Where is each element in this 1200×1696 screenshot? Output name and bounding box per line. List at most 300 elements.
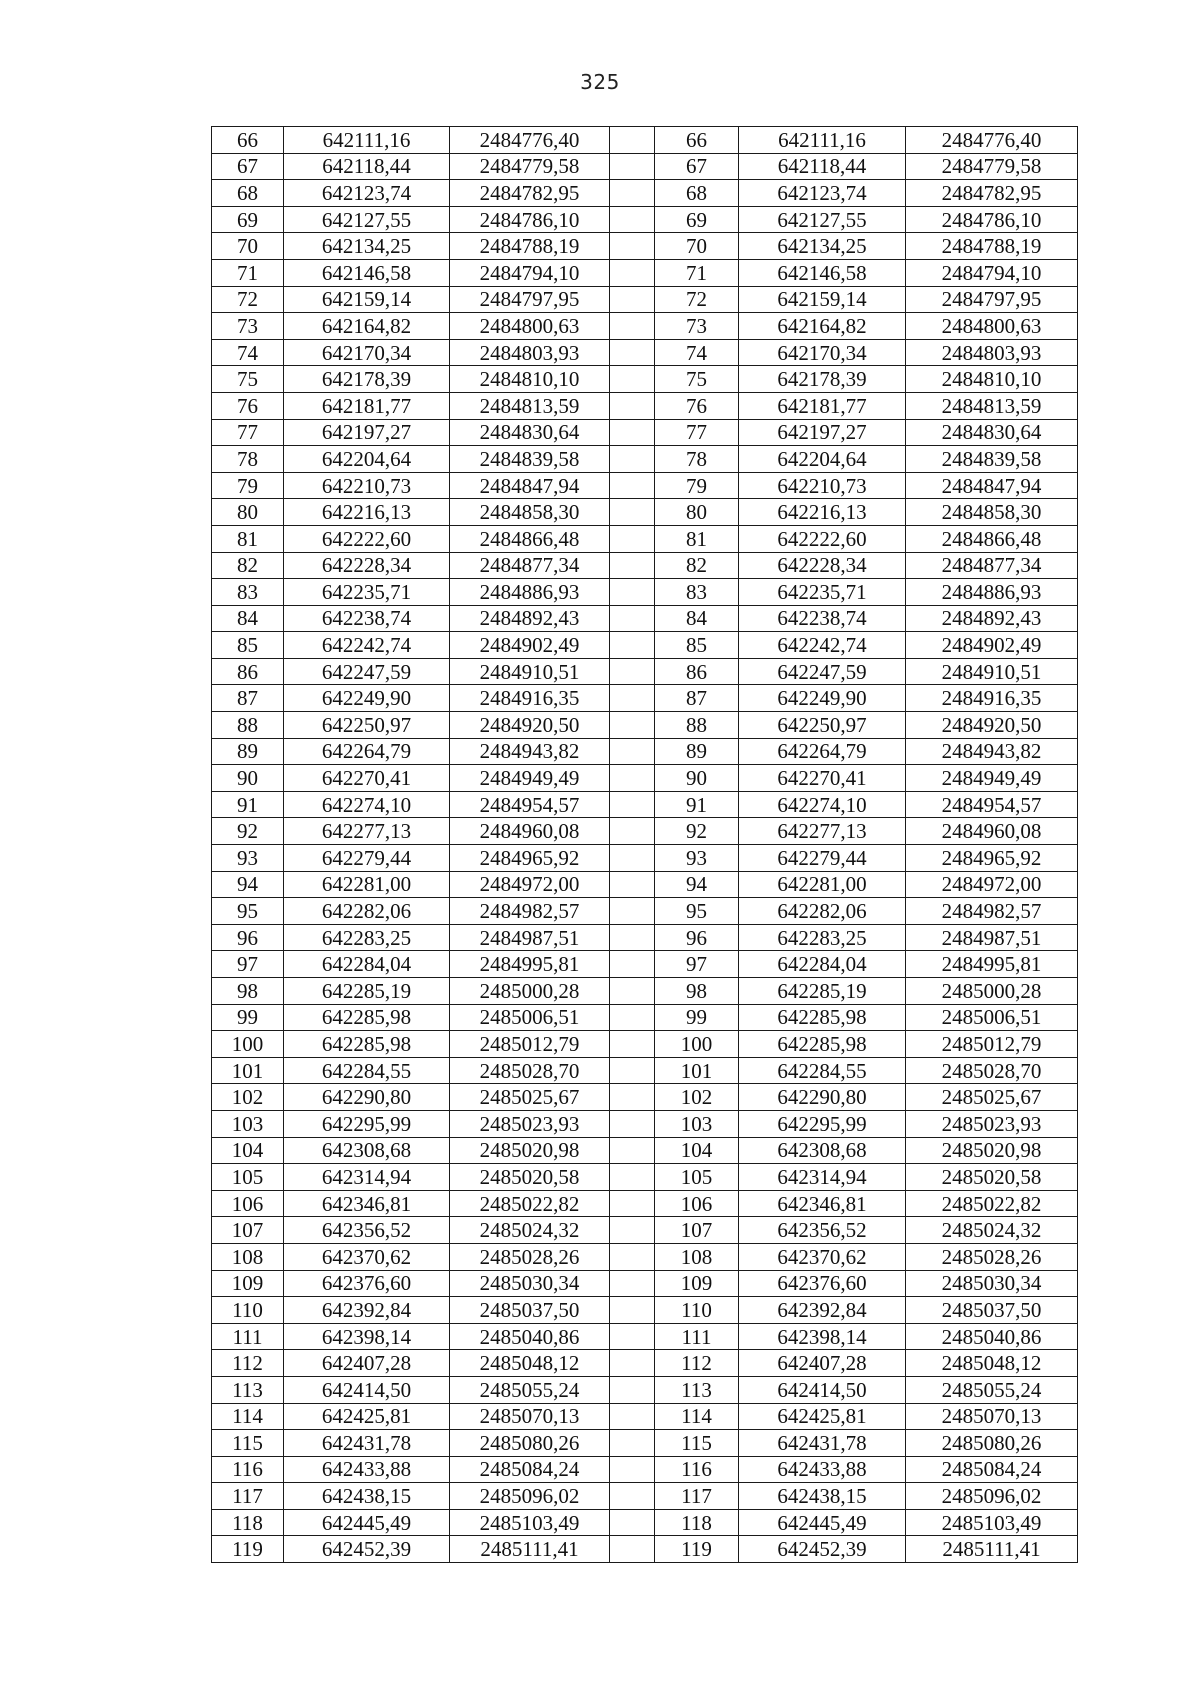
- y-coordinate-cell: 2484954,57: [450, 791, 610, 818]
- table-row: [212, 446, 1078, 473]
- x-coordinate-cell: 642235,71: [284, 579, 450, 606]
- point-number-cell: 100: [655, 1031, 739, 1058]
- y-coordinate-cell: 2484810,10: [906, 366, 1078, 393]
- x-coordinate-cell: 642346,81: [739, 1190, 906, 1217]
- y-coordinate-cell: 2484847,94: [906, 472, 1078, 499]
- y-coordinate-cell: 2485070,13: [450, 1403, 610, 1430]
- table-row: [212, 1403, 1078, 1430]
- point-number-cell: 119: [212, 1536, 284, 1563]
- gap-cell: [610, 552, 655, 579]
- point-number-cell: 89: [655, 738, 739, 765]
- x-coordinate-cell: 642204,64: [284, 446, 450, 473]
- gap-cell: [610, 685, 655, 712]
- y-coordinate-cell: 2485055,24: [450, 1376, 610, 1403]
- point-number-cell: 116: [655, 1456, 739, 1483]
- point-number-cell: 79: [655, 472, 739, 499]
- point-number-cell: 87: [655, 685, 739, 712]
- table-row: [212, 127, 1078, 154]
- y-coordinate-cell: 2484916,35: [450, 685, 610, 712]
- x-coordinate-cell: 642123,74: [284, 180, 450, 207]
- x-coordinate-cell: 642216,13: [739, 499, 906, 526]
- y-coordinate-cell: 2485055,24: [906, 1376, 1078, 1403]
- point-number-cell: 105: [655, 1164, 739, 1191]
- point-number-cell: 114: [212, 1403, 284, 1430]
- y-coordinate-cell: 2484794,10: [906, 259, 1078, 286]
- x-coordinate-cell: 642285,19: [739, 978, 906, 1005]
- gap-cell: [610, 1483, 655, 1510]
- point-number-cell: 81: [212, 525, 284, 552]
- table-row: [212, 1323, 1078, 1350]
- table-row: [212, 313, 1078, 340]
- table-row: [212, 1509, 1078, 1536]
- y-coordinate-cell: 2484877,34: [450, 552, 610, 579]
- point-number-cell: 73: [212, 313, 284, 340]
- x-coordinate-cell: 642159,14: [739, 286, 906, 313]
- point-number-cell: 118: [212, 1509, 284, 1536]
- gap-cell: [610, 924, 655, 951]
- x-coordinate-cell: 642238,74: [284, 605, 450, 632]
- y-coordinate-cell: 2484902,49: [450, 632, 610, 659]
- x-coordinate-cell: 642370,62: [739, 1243, 906, 1270]
- y-coordinate-cell: 2485024,32: [450, 1217, 610, 1244]
- point-number-cell: 97: [212, 951, 284, 978]
- point-number-cell: 93: [655, 845, 739, 872]
- point-number-cell: 95: [655, 898, 739, 925]
- y-coordinate-cell: 2485023,93: [450, 1110, 610, 1137]
- point-number-cell: 94: [212, 871, 284, 898]
- x-coordinate-cell: 642228,34: [284, 552, 450, 579]
- table-row: [212, 738, 1078, 765]
- y-coordinate-cell: 2485000,28: [450, 978, 610, 1005]
- point-number-cell: 75: [655, 366, 739, 393]
- y-coordinate-cell: 2484910,51: [450, 658, 610, 685]
- x-coordinate-cell: 642277,13: [739, 818, 906, 845]
- y-coordinate-cell: 2484813,59: [906, 392, 1078, 419]
- x-coordinate-cell: 642164,82: [739, 313, 906, 340]
- y-coordinate-cell: 2485020,58: [906, 1164, 1078, 1191]
- y-coordinate-cell: 2485028,26: [906, 1243, 1078, 1270]
- y-coordinate-cell: 2485028,26: [450, 1243, 610, 1270]
- y-coordinate-cell: 2485103,49: [450, 1509, 610, 1536]
- y-coordinate-cell: 2484776,40: [450, 127, 610, 154]
- y-coordinate-cell: 2484972,00: [906, 871, 1078, 898]
- point-number-cell: 119: [655, 1536, 739, 1563]
- x-coordinate-cell: 642216,13: [284, 499, 450, 526]
- point-number-cell: 102: [212, 1084, 284, 1111]
- x-coordinate-cell: 642235,71: [739, 579, 906, 606]
- point-number-cell: 94: [655, 871, 739, 898]
- table-row: [212, 1164, 1078, 1191]
- x-coordinate-cell: 642284,04: [739, 951, 906, 978]
- table-row: [212, 419, 1078, 446]
- point-number-cell: 118: [655, 1509, 739, 1536]
- point-number-cell: 82: [655, 552, 739, 579]
- y-coordinate-cell: 2485111,41: [906, 1536, 1078, 1563]
- gap-cell: [610, 1084, 655, 1111]
- point-number-cell: 116: [212, 1456, 284, 1483]
- table-row: [212, 286, 1078, 313]
- x-coordinate-cell: 642314,94: [284, 1164, 450, 1191]
- x-coordinate-cell: 642346,81: [284, 1190, 450, 1217]
- point-number-cell: 117: [655, 1483, 739, 1510]
- table-row: [212, 1110, 1078, 1137]
- x-coordinate-cell: 642242,74: [284, 632, 450, 659]
- x-coordinate-cell: 642370,62: [284, 1243, 450, 1270]
- x-coordinate-cell: 642407,28: [284, 1350, 450, 1377]
- y-coordinate-cell: 2485040,86: [450, 1323, 610, 1350]
- table-row: [212, 605, 1078, 632]
- x-coordinate-cell: 642111,16: [284, 127, 450, 154]
- y-coordinate-cell: 2484788,19: [450, 233, 610, 260]
- gap-cell: [610, 1164, 655, 1191]
- point-number-cell: 103: [655, 1110, 739, 1137]
- x-coordinate-cell: 642274,10: [739, 791, 906, 818]
- table-row: [212, 951, 1078, 978]
- point-number-cell: 98: [212, 978, 284, 1005]
- y-coordinate-cell: 2485096,02: [450, 1483, 610, 1510]
- y-coordinate-cell: 2485025,67: [450, 1084, 610, 1111]
- gap-cell: [610, 1297, 655, 1324]
- x-coordinate-cell: 642247,59: [284, 658, 450, 685]
- x-coordinate-cell: 642123,74: [739, 180, 906, 207]
- gap-cell: [610, 765, 655, 792]
- point-number-cell: 98: [655, 978, 739, 1005]
- point-number-cell: 76: [655, 392, 739, 419]
- table-row: [212, 206, 1078, 233]
- y-coordinate-cell: 2484803,93: [906, 339, 1078, 366]
- table-row: [212, 1483, 1078, 1510]
- point-number-cell: 70: [212, 233, 284, 260]
- gap-cell: [610, 313, 655, 340]
- y-coordinate-cell: 2485012,79: [450, 1031, 610, 1058]
- table-row: [212, 1084, 1078, 1111]
- point-number-cell: 69: [655, 206, 739, 233]
- y-coordinate-cell: 2485028,70: [906, 1057, 1078, 1084]
- x-coordinate-cell: 642164,82: [284, 313, 450, 340]
- x-coordinate-cell: 642134,25: [739, 233, 906, 260]
- table-row: [212, 658, 1078, 685]
- point-number-cell: 79: [212, 472, 284, 499]
- table-row: [212, 525, 1078, 552]
- point-number-cell: 88: [212, 712, 284, 739]
- table-row: [212, 180, 1078, 207]
- y-coordinate-cell: 2484920,50: [450, 712, 610, 739]
- x-coordinate-cell: 642249,90: [739, 685, 906, 712]
- point-number-cell: 83: [212, 579, 284, 606]
- point-number-cell: 68: [212, 180, 284, 207]
- x-coordinate-cell: 642284,04: [284, 951, 450, 978]
- gap-cell: [610, 446, 655, 473]
- y-coordinate-cell: 2484779,58: [906, 153, 1078, 180]
- y-coordinate-cell: 2485037,50: [450, 1297, 610, 1324]
- gap-cell: [610, 738, 655, 765]
- table-row: [212, 552, 1078, 579]
- point-number-cell: 81: [655, 525, 739, 552]
- x-coordinate-cell: 642118,44: [739, 153, 906, 180]
- gap-cell: [610, 1430, 655, 1457]
- point-number-cell: 76: [212, 392, 284, 419]
- y-coordinate-cell: 2485080,26: [450, 1430, 610, 1457]
- x-coordinate-cell: 642204,64: [739, 446, 906, 473]
- gap-cell: [610, 499, 655, 526]
- point-number-cell: 103: [212, 1110, 284, 1137]
- x-coordinate-cell: 642281,00: [284, 871, 450, 898]
- y-coordinate-cell: 2484866,48: [906, 525, 1078, 552]
- y-coordinate-cell: 2484943,82: [450, 738, 610, 765]
- y-coordinate-cell: 2485111,41: [450, 1536, 610, 1563]
- point-number-cell: 74: [212, 339, 284, 366]
- x-coordinate-cell: 642414,50: [739, 1376, 906, 1403]
- gap-cell: [610, 579, 655, 606]
- x-coordinate-cell: 642308,68: [739, 1137, 906, 1164]
- x-coordinate-cell: 642392,84: [739, 1297, 906, 1324]
- y-coordinate-cell: 2484892,43: [450, 605, 610, 632]
- table-row: [212, 579, 1078, 606]
- y-coordinate-cell: 2484800,63: [906, 313, 1078, 340]
- x-coordinate-cell: 642264,79: [284, 738, 450, 765]
- point-number-cell: 95: [212, 898, 284, 925]
- gap-cell: [610, 712, 655, 739]
- y-coordinate-cell: 2484786,10: [450, 206, 610, 233]
- point-number-cell: 114: [655, 1403, 739, 1430]
- x-coordinate-cell: 642242,74: [739, 632, 906, 659]
- table-row: [212, 818, 1078, 845]
- x-coordinate-cell: 642433,88: [739, 1456, 906, 1483]
- x-coordinate-cell: 642376,60: [284, 1270, 450, 1297]
- y-coordinate-cell: 2484987,51: [906, 924, 1078, 951]
- point-number-cell: 85: [212, 632, 284, 659]
- gap-cell: [610, 1217, 655, 1244]
- gap-cell: [610, 1137, 655, 1164]
- table-row: [212, 1057, 1078, 1084]
- point-number-cell: 105: [212, 1164, 284, 1191]
- y-coordinate-cell: 2484965,92: [450, 845, 610, 872]
- x-coordinate-cell: 642181,77: [284, 392, 450, 419]
- point-number-cell: 106: [212, 1190, 284, 1217]
- x-coordinate-cell: 642222,60: [284, 525, 450, 552]
- table-row: [212, 1243, 1078, 1270]
- point-number-cell: 67: [212, 153, 284, 180]
- y-coordinate-cell: 2485084,24: [450, 1456, 610, 1483]
- table-row: [212, 712, 1078, 739]
- x-coordinate-cell: 642197,27: [739, 419, 906, 446]
- x-coordinate-cell: 642181,77: [739, 392, 906, 419]
- table-row: [212, 1004, 1078, 1031]
- y-coordinate-cell: 2484886,93: [450, 579, 610, 606]
- table-row: [212, 1137, 1078, 1164]
- point-number-cell: 92: [212, 818, 284, 845]
- point-number-cell: 78: [655, 446, 739, 473]
- point-number-cell: 86: [655, 658, 739, 685]
- gap-cell: [610, 1110, 655, 1137]
- point-number-cell: 90: [212, 765, 284, 792]
- gap-cell: [610, 791, 655, 818]
- y-coordinate-cell: 2485030,34: [906, 1270, 1078, 1297]
- y-coordinate-cell: 2484995,81: [906, 951, 1078, 978]
- gap-cell: [610, 845, 655, 872]
- point-number-cell: 88: [655, 712, 739, 739]
- point-number-cell: 66: [655, 127, 739, 154]
- x-coordinate-cell: 642445,49: [284, 1509, 450, 1536]
- y-coordinate-cell: 2485103,49: [906, 1509, 1078, 1536]
- y-coordinate-cell: 2484830,64: [450, 419, 610, 446]
- y-coordinate-cell: 2485022,82: [906, 1190, 1078, 1217]
- y-coordinate-cell: 2484803,93: [450, 339, 610, 366]
- x-coordinate-cell: 642284,55: [284, 1057, 450, 1084]
- point-number-cell: 78: [212, 446, 284, 473]
- y-coordinate-cell: 2485080,26: [906, 1430, 1078, 1457]
- table-row: [212, 366, 1078, 393]
- x-coordinate-cell: 642127,55: [284, 206, 450, 233]
- point-number-cell: 112: [212, 1350, 284, 1377]
- x-coordinate-cell: 642314,94: [739, 1164, 906, 1191]
- x-coordinate-cell: 642431,78: [739, 1430, 906, 1457]
- gap-cell: [610, 605, 655, 632]
- x-coordinate-cell: 642431,78: [284, 1430, 450, 1457]
- x-coordinate-cell: 642282,06: [739, 898, 906, 925]
- x-coordinate-cell: 642425,81: [284, 1403, 450, 1430]
- point-number-cell: 109: [212, 1270, 284, 1297]
- table-row: [212, 632, 1078, 659]
- x-coordinate-cell: 642283,25: [739, 924, 906, 951]
- y-coordinate-cell: 2484839,58: [906, 446, 1078, 473]
- y-coordinate-cell: 2485084,24: [906, 1456, 1078, 1483]
- x-coordinate-cell: 642376,60: [739, 1270, 906, 1297]
- x-coordinate-cell: 642407,28: [739, 1350, 906, 1377]
- point-number-cell: 85: [655, 632, 739, 659]
- x-coordinate-cell: 642250,97: [284, 712, 450, 739]
- y-coordinate-cell: 2484960,08: [450, 818, 610, 845]
- point-number-cell: 69: [212, 206, 284, 233]
- point-number-cell: 67: [655, 153, 739, 180]
- x-coordinate-cell: 642118,44: [284, 153, 450, 180]
- gap-cell: [610, 818, 655, 845]
- gap-cell: [610, 1376, 655, 1403]
- point-number-cell: 92: [655, 818, 739, 845]
- y-coordinate-cell: 2484920,50: [906, 712, 1078, 739]
- gap-cell: [610, 1243, 655, 1270]
- gap-cell: [610, 1190, 655, 1217]
- point-number-cell: 107: [212, 1217, 284, 1244]
- gap-cell: [610, 525, 655, 552]
- coordinates-table-body: [212, 127, 1078, 1563]
- y-coordinate-cell: 2485037,50: [906, 1297, 1078, 1324]
- y-coordinate-cell: 2484779,58: [450, 153, 610, 180]
- y-coordinate-cell: 2484949,49: [906, 765, 1078, 792]
- gap-cell: [610, 1031, 655, 1058]
- y-coordinate-cell: 2485023,93: [906, 1110, 1078, 1137]
- point-number-cell: 77: [655, 419, 739, 446]
- gap-cell: [610, 1456, 655, 1483]
- x-coordinate-cell: 642283,25: [284, 924, 450, 951]
- x-coordinate-cell: 642170,34: [284, 339, 450, 366]
- point-number-cell: 71: [655, 259, 739, 286]
- y-coordinate-cell: 2485024,32: [906, 1217, 1078, 1244]
- table-row: [212, 1430, 1078, 1457]
- point-number-cell: 84: [212, 605, 284, 632]
- y-coordinate-cell: 2484847,94: [450, 472, 610, 499]
- point-number-cell: 99: [212, 1004, 284, 1031]
- table-row: [212, 339, 1078, 366]
- x-coordinate-cell: 642134,25: [284, 233, 450, 260]
- x-coordinate-cell: 642392,84: [284, 1297, 450, 1324]
- gap-cell: [610, 339, 655, 366]
- point-number-cell: 75: [212, 366, 284, 393]
- gap-cell: [610, 127, 655, 154]
- y-coordinate-cell: 2484982,57: [906, 898, 1078, 925]
- point-number-cell: 106: [655, 1190, 739, 1217]
- y-coordinate-cell: 2485020,98: [450, 1137, 610, 1164]
- x-coordinate-cell: 642295,99: [284, 1110, 450, 1137]
- x-coordinate-cell: 642146,58: [284, 259, 450, 286]
- y-coordinate-cell: 2484813,59: [450, 392, 610, 419]
- y-coordinate-cell: 2484972,00: [450, 871, 610, 898]
- x-coordinate-cell: 642178,39: [284, 366, 450, 393]
- y-coordinate-cell: 2485030,34: [450, 1270, 610, 1297]
- y-coordinate-cell: 2484839,58: [450, 446, 610, 473]
- x-coordinate-cell: 642438,15: [739, 1483, 906, 1510]
- y-coordinate-cell: 2485096,02: [906, 1483, 1078, 1510]
- x-coordinate-cell: 642414,50: [284, 1376, 450, 1403]
- point-number-cell: 112: [655, 1350, 739, 1377]
- y-coordinate-cell: 2484866,48: [450, 525, 610, 552]
- point-number-cell: 84: [655, 605, 739, 632]
- x-coordinate-cell: 642249,90: [284, 685, 450, 712]
- x-coordinate-cell: 642295,99: [739, 1110, 906, 1137]
- gap-cell: [610, 1004, 655, 1031]
- x-coordinate-cell: 642264,79: [739, 738, 906, 765]
- table-row: [212, 1031, 1078, 1058]
- x-coordinate-cell: 642282,06: [284, 898, 450, 925]
- point-number-cell: 97: [655, 951, 739, 978]
- point-number-cell: 90: [655, 765, 739, 792]
- gap-cell: [610, 1323, 655, 1350]
- point-number-cell: 82: [212, 552, 284, 579]
- table-row: [212, 1297, 1078, 1324]
- gap-cell: [610, 392, 655, 419]
- y-coordinate-cell: 2485048,12: [450, 1350, 610, 1377]
- point-number-cell: 111: [212, 1323, 284, 1350]
- gap-cell: [610, 419, 655, 446]
- y-coordinate-cell: 2485020,58: [450, 1164, 610, 1191]
- table-row: [212, 1217, 1078, 1244]
- gap-cell: [610, 978, 655, 1005]
- y-coordinate-cell: 2484797,95: [906, 286, 1078, 313]
- table-row: [212, 392, 1078, 419]
- table-row: [212, 924, 1078, 951]
- x-coordinate-cell: 642285,98: [739, 1004, 906, 1031]
- y-coordinate-cell: 2484943,82: [906, 738, 1078, 765]
- x-coordinate-cell: 642270,41: [284, 765, 450, 792]
- x-coordinate-cell: 642445,49: [739, 1509, 906, 1536]
- y-coordinate-cell: 2484916,35: [906, 685, 1078, 712]
- gap-cell: [610, 658, 655, 685]
- table-row: [212, 898, 1078, 925]
- point-number-cell: 104: [655, 1137, 739, 1164]
- page-number: 325: [580, 70, 620, 94]
- table-row: [212, 978, 1078, 1005]
- y-coordinate-cell: 2484830,64: [906, 419, 1078, 446]
- gap-cell: [610, 1509, 655, 1536]
- y-coordinate-cell: 2484995,81: [450, 951, 610, 978]
- point-number-cell: 113: [655, 1376, 739, 1403]
- y-coordinate-cell: 2484794,10: [450, 259, 610, 286]
- x-coordinate-cell: 642222,60: [739, 525, 906, 552]
- y-coordinate-cell: 2484782,95: [906, 180, 1078, 207]
- y-coordinate-cell: 2484892,43: [906, 605, 1078, 632]
- table-row: [212, 1190, 1078, 1217]
- point-number-cell: 113: [212, 1376, 284, 1403]
